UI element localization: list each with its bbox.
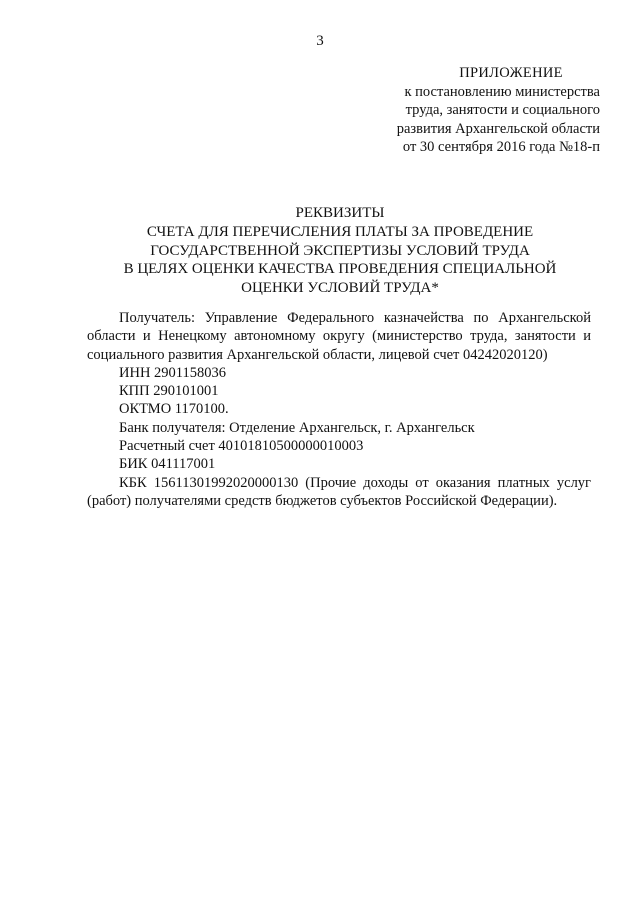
appendix-line: труда, занятости и социального — [405, 102, 600, 118]
document-heading — [0, 204, 640, 298]
bik-field: БИК 041117001 — [119, 456, 216, 473]
bank-field: Банк получателя: Отделение Архангельск, г. Архангельск — [119, 419, 475, 436]
heading-line: ГОСУДАРСТВЕННОЙ ЭКСПЕРТИЗЫ УСЛОВИЙ ТРУДА — [150, 242, 530, 259]
appendix-block — [370, 64, 600, 157]
appendix-line: развития Архангельской области — [396, 120, 600, 137]
heading-line: В ЦЕЛЯХ ОЦЕНКИ КАЧЕСТВА ПРОВЕДЕНИЯ СПЕЦИАЛЬНОЙ — [123, 261, 557, 278]
account-field: Расчетный счет 40101810500000010003 — [119, 438, 364, 455]
oktmo-field: ОКТМО 1170100. — [119, 401, 229, 418]
inn-field: ИНН 2901158036 — [119, 364, 227, 381]
heading-title: РЕКВИЗИТЫ — [295, 205, 385, 221]
appendix-title: ПРИЛОЖЕНИЕ — [459, 65, 563, 81]
requisites-body — [87, 309, 591, 510]
kpp-field: КПП 290101001 — [119, 383, 219, 400]
appendix-line: от 30 сентября 2016 года №18-п — [402, 139, 600, 155]
heading-line: СЧЕТА ДЛЯ ПЕРЕЧИСЛЕНИЯ ПЛАТЫ ЗА ПРОВЕДЕНИЕ — [146, 223, 534, 240]
recipient-paragraph: Получатель: Управление Федерального казначейства по Архангельской области и Ненецкому автономному округу (министерство труда, занятости и социального развития Архангельской области, лицевой счет 04242020120) — [87, 310, 591, 363]
appendix-line: к постановлению министерства — [404, 83, 600, 100]
kbk-paragraph: КБК 15611301992020000130 (Прочие доходы от оказания платных услуг (работ) получателями средств бюджетов субъектов Российской Федерации). — [87, 474, 591, 509]
page-number: 3 — [316, 33, 324, 49]
heading-line: ОЦЕНКИ УСЛОВИЙ ТРУДА* — [241, 280, 439, 297]
